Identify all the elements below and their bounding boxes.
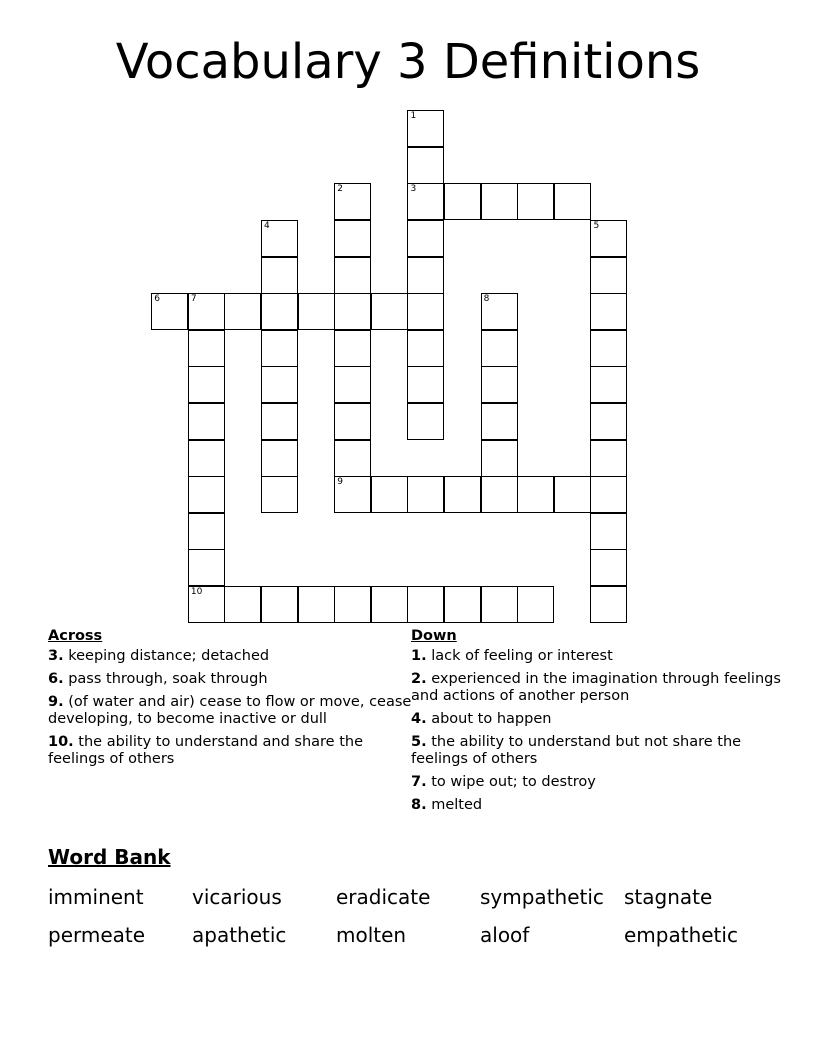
crossword-cell[interactable] <box>334 440 371 477</box>
crossword-cell[interactable] <box>261 586 298 623</box>
crossword-cell[interactable] <box>590 440 627 477</box>
crossword-cell[interactable] <box>188 513 225 550</box>
clue-number: 5 <box>593 221 600 232</box>
crossword-cell[interactable] <box>334 183 371 220</box>
crossword-cell[interactable] <box>188 293 225 330</box>
crossword-cell[interactable] <box>261 403 298 440</box>
crossword-cell[interactable] <box>407 110 444 147</box>
clue-number: 1 <box>410 111 417 122</box>
crossword-cell[interactable] <box>407 586 444 623</box>
word-bank-word: molten <box>336 923 407 947</box>
crossword-cell[interactable] <box>444 183 481 220</box>
crossword-cell[interactable] <box>554 476 591 513</box>
crossword-cell[interactable] <box>188 440 225 477</box>
crossword-cell[interactable] <box>517 183 554 220</box>
word-bank-word: permeate <box>48 923 146 947</box>
crossword-cell[interactable] <box>188 586 225 623</box>
crossword-cell[interactable] <box>261 440 298 477</box>
crossword-cell[interactable] <box>261 366 298 403</box>
crossword-cell[interactable] <box>334 366 371 403</box>
clue-number: 2 <box>337 184 343 195</box>
crossword-cell[interactable] <box>407 403 444 440</box>
crossword-cell[interactable] <box>151 293 188 330</box>
crossword-cell[interactable] <box>407 183 444 220</box>
crossword-cell[interactable] <box>334 586 371 623</box>
across-heading: Across <box>48 628 103 644</box>
crossword-cell[interactable] <box>481 586 518 623</box>
crossword-cell[interactable] <box>334 403 371 440</box>
clue-down-5: 5. the ability to understand but not share the feelings of others <box>411 734 742 767</box>
crossword-cell[interactable] <box>407 220 444 257</box>
crossword-cell[interactable] <box>188 366 225 403</box>
crossword-cell[interactable] <box>261 220 298 257</box>
word-bank-word: sympathetic <box>480 885 604 909</box>
crossword-cell[interactable] <box>371 586 408 623</box>
crossword-cell[interactable] <box>224 293 261 330</box>
crossword-cell[interactable] <box>407 330 444 367</box>
crossword-cell[interactable] <box>334 257 371 294</box>
across-clues <box>48 628 413 774</box>
down-heading: Down <box>411 628 457 644</box>
clue-down-4: 4. about to happen <box>411 711 552 727</box>
crossword-cell[interactable] <box>481 476 518 513</box>
clue-across-6: 6. pass through, soak through <box>48 671 268 687</box>
crossword-cell[interactable] <box>590 366 627 403</box>
word-bank-word: stagnate <box>624 885 713 909</box>
crossword-cell[interactable] <box>224 586 261 623</box>
word-bank-heading: Word Bank <box>48 845 171 869</box>
crossword-cell[interactable] <box>334 293 371 330</box>
crossword-cell[interactable] <box>590 330 627 367</box>
crossword-cell[interactable] <box>481 330 518 367</box>
clue-across-10: 10. the ability to understand and share the feelings of others <box>48 734 364 767</box>
word-bank-word: aloof <box>480 923 530 947</box>
crossword-cell[interactable] <box>407 366 444 403</box>
crossword-cell[interactable] <box>590 403 627 440</box>
clue-down-2: 2. experienced in the imagination through feelings and actions of another person <box>411 671 781 704</box>
clue-down-1: 1. lack of feeling or interest <box>411 648 613 664</box>
crossword-cell[interactable] <box>334 330 371 367</box>
clue-number: 7 <box>190 294 197 305</box>
crossword-cell[interactable] <box>517 586 554 623</box>
crossword-cell[interactable] <box>407 257 444 294</box>
clue-down-8: 8. melted <box>411 797 483 813</box>
crossword-cell[interactable] <box>481 440 518 477</box>
crossword-cell[interactable] <box>261 476 298 513</box>
word-bank-word: vicarious <box>192 885 282 909</box>
crossword-cell[interactable] <box>261 293 298 330</box>
crossword-cell[interactable] <box>517 476 554 513</box>
crossword-cell[interactable] <box>371 476 408 513</box>
crossword-cell[interactable] <box>188 549 225 586</box>
crossword-cell[interactable] <box>407 476 444 513</box>
crossword-cell[interactable] <box>188 330 225 367</box>
clue-number: 3 <box>410 184 417 195</box>
crossword-cell[interactable] <box>590 586 627 623</box>
crossword-cell[interactable] <box>444 586 481 623</box>
word-bank-word: empathetic <box>624 923 738 947</box>
word-bank-word: imminent <box>48 885 144 909</box>
crossword-cell[interactable] <box>590 513 627 550</box>
clue-number: 10 <box>190 587 203 598</box>
clue-number: 6 <box>154 294 160 305</box>
down-clues <box>411 628 781 820</box>
crossword-cell[interactable] <box>481 293 518 330</box>
page-title: Vocabulary 3 Definitions <box>115 34 701 90</box>
crossword-cell[interactable] <box>334 476 371 513</box>
crossword-cell[interactable] <box>590 476 627 513</box>
crossword-cell[interactable] <box>298 293 335 330</box>
crossword-cell[interactable] <box>261 330 298 367</box>
clue-down-7: 7. to wipe out; to destroy <box>411 774 596 790</box>
crossword-cell[interactable] <box>188 476 225 513</box>
clue-number: 4 <box>264 221 270 232</box>
word-bank-word: apathetic <box>192 923 287 947</box>
clue-number: 8 <box>483 294 490 305</box>
clue-across-9: 9. (of water and air) cease to flow or move, cease developing, to become inactive or dull <box>48 694 412 727</box>
crossword-cell[interactable] <box>481 366 518 403</box>
crossword-cell[interactable] <box>188 403 225 440</box>
word-bank-word: eradicate <box>336 885 431 909</box>
clue-across-3: 3. keeping distance; detached <box>48 648 270 664</box>
crossword-cell[interactable] <box>261 257 298 294</box>
crossword-cell[interactable] <box>371 293 408 330</box>
crossword-cell[interactable] <box>590 293 627 330</box>
crossword-cell[interactable] <box>407 147 444 184</box>
crossword-cell[interactable] <box>554 183 591 220</box>
crossword-cell[interactable] <box>334 220 371 257</box>
crossword-cell[interactable] <box>590 549 627 586</box>
clue-number: 9 <box>337 477 343 488</box>
crossword-cell[interactable] <box>481 403 518 440</box>
crossword-cell[interactable] <box>590 220 627 257</box>
crossword-cell[interactable] <box>298 586 335 623</box>
crossword-cell[interactable] <box>481 183 518 220</box>
crossword-cell[interactable] <box>590 257 627 294</box>
crossword-cell[interactable] <box>407 293 444 330</box>
crossword-cell[interactable] <box>444 476 481 513</box>
